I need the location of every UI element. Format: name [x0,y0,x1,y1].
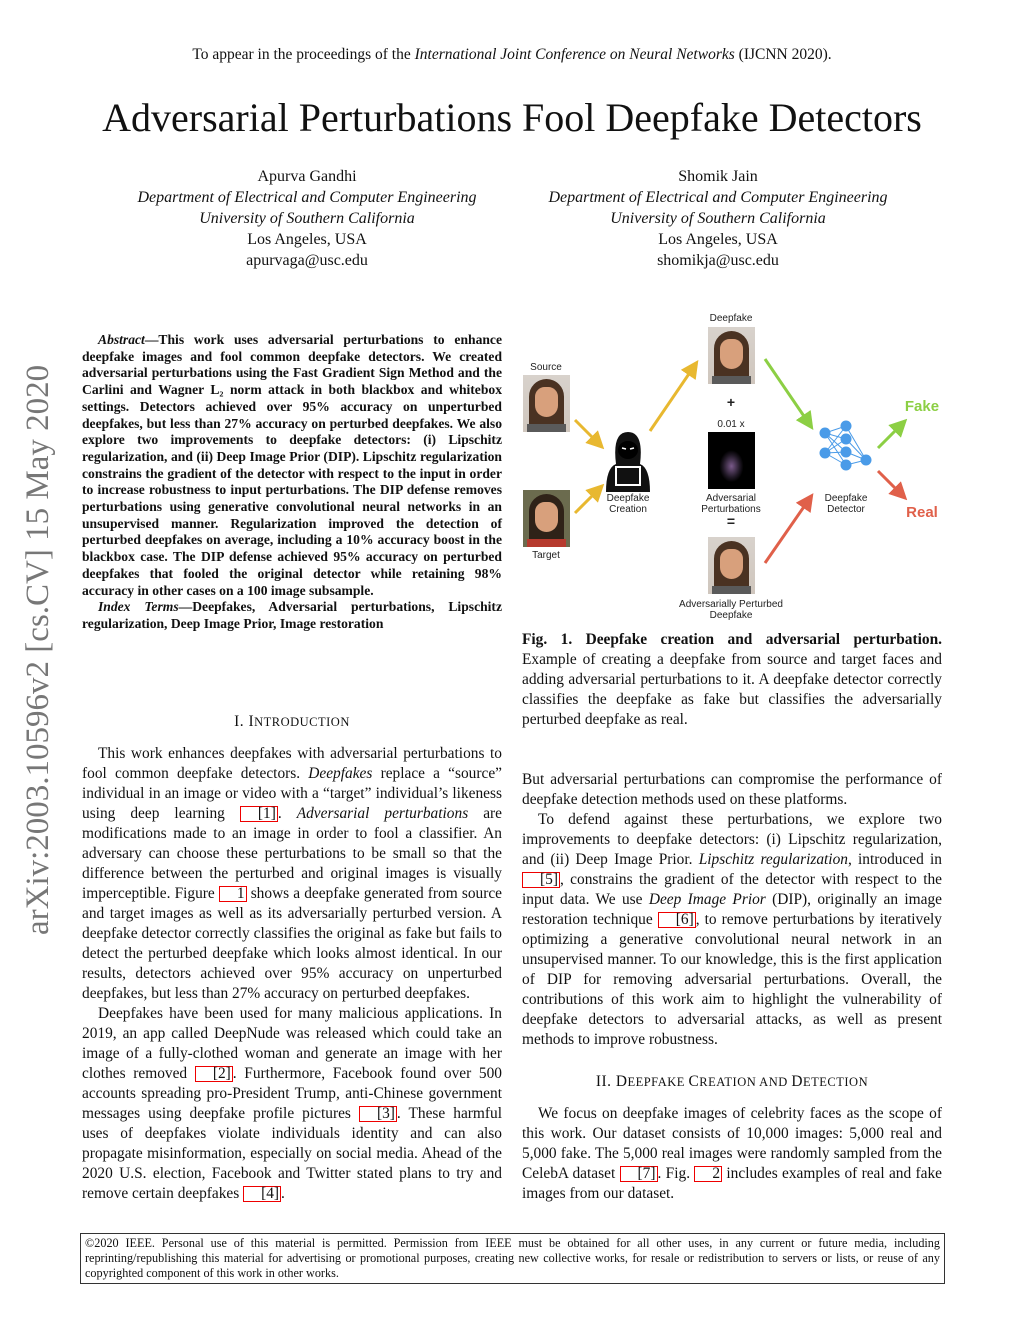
equals-sign: = [726,513,736,529]
scale-factor: 0.01 x [717,419,745,430]
text: , to remove perturbations by iteratively optimizing a generative convolutional neural network in an unsupervised manner. To our knowledge, this is the first application of DIP for removing adversarial perturbations. Overall, the contributions of this work aim to highlight the vulnerability of deepfake detectors to adversarial attacks, as well as present methods to improve robustness. [522,911,942,1048]
network-node [841,434,852,445]
deepfake-image [708,327,755,384]
label-line: Creation [609,504,647,515]
label-line: Detector [827,504,865,515]
perturbation-image [708,432,755,489]
citation-link[interactable]: 2 [694,1166,722,1182]
arrow-to-fake [878,423,903,448]
author-location: Los Angeles, USA [658,231,778,248]
caption-label: Fig. 1. [522,631,573,648]
paragraph [522,770,942,810]
citation-link[interactable]: [3] [359,1106,397,1122]
citation-link[interactable]: 1 [219,886,247,902]
network-node [841,447,852,458]
emphasis-text: Lipschitz regularization [698,851,848,868]
label-adversarial-perturbations [701,493,760,515]
section-title: C [688,1073,700,1090]
text: —This work uses adversarial perturbations to enhance deepfake images and fool common deepfake detectors. We created adversarial perturbations using the Fast Gradient Sign Method and the Carlini and Wagner L₂ norm attack in both blackbox and whitebox settings. Detectors achieved over 95% accuracy on unperturbed deepfakes, but less than 27% accuracy on perturbed deepfakes. We also explore two improvements to deepfake detectors: (i) Lipschitz regularization, and (ii) Deep Image Prior (DIP). Lipschitz regularization constrains the gradient of the detector with respect to the input in order to increase robustness to input perturbations. The DIP defense removes perturbations using generative convolutional neural networks in an unsupervised manner. Regularization improved the detection of perturbed deepfakes on average, including a 10% accuracy boost in the blackbox case. The DIP defense achieved 95% accuracy on perturbed deepfakes that fooled the original detector while retaining 98% accuracy in other cases on a 100 image subsample. [82,332,502,598]
arxiv-identifier: arXiv:2003.10596v2 [cs.CV] 15 May 2020 [20,364,56,935]
notice-text: (IJCNN 2020). [734,46,832,63]
arrow-perturbed-to-detector [765,498,810,563]
author-dept: Department of Electrical and Computer Engineering [548,189,888,206]
author-location: Los Angeles, USA [247,231,367,248]
label-fake: Fake [904,398,940,415]
label-deepfake: Deepfake [709,313,753,324]
hacker-icon [606,432,650,492]
text: . These harmful uses of deepfakes violate individuals identity and can also propagate misinformation, especially on social media. Ahead of the 2020 U.S. election, Facebook and Twitter stated plans to try and remove certain deepfakes [82,1105,502,1202]
label-line: Perturbations [701,504,761,515]
notice-text: To appear in the proceedings of the [192,46,415,63]
text: This work enhances deepfakes with adversarial perturbations to fool common deepfake detectors. [82,745,502,782]
author-email: apurvaga@usc.edu [246,252,368,269]
arrow-target-to-creation [575,488,600,513]
section-title: D [615,1073,628,1090]
emphasis-text: Adversarial perturbations [296,805,469,822]
network-node [820,448,831,459]
source-face-image [523,375,570,432]
text: , introduced in [847,851,942,868]
caption-title: Deepfake creation and adversarial perturbation. [572,631,942,648]
emphasis-text: Abstract [98,332,145,347]
author-name: Shomik Jain [678,168,758,185]
section-title: ETECTION [803,1075,869,1089]
abstract-text [82,332,502,599]
section-title: D [791,1073,804,1090]
network-node [861,455,872,466]
citation-link[interactable]: [5] [522,872,560,888]
text: But adversarial perturbations can compromise the performance of deepfake detection methods used on these platforms. [522,771,942,808]
label-perturbed-deepfake [679,599,783,621]
paragraph [82,1004,502,1204]
citation-link[interactable]: [1] [240,806,278,822]
emphasis-text: Index Terms [98,599,179,615]
text: includes examples of real and fake images from our dataset. [522,1165,943,1202]
arrow-to-real [878,471,903,496]
section-number: I. [234,713,249,730]
text: . [277,805,297,822]
section-title: NTRODUCTION [254,715,350,729]
venue-name: International Joint Conference on Neural Networks [414,46,735,63]
section-heading-deepfake-creation [522,1072,942,1092]
text: shows a deepfake generated from source and target images as well as its adversarially perturbed version. A deepfake detector correctly classifies the original as fake but fails to detect the perturbed deepfake which looks almost identical. In our results, detectors achieved over 95% accuracy on unperturbed deepfakes, but less than 27% accuracy on perturbed deepfakes. [82,885,502,1002]
citation-link[interactable]: [7] [620,1166,658,1182]
text: —Deepfakes, Adversarial perturbations, Lipschitz regularization, Deep Image Prior, Image restoration [82,599,502,631]
text: Deepfakes have been used for many malicious applications. In 2019, an app called DeepNude was released which could take an image of a fully-clothed woman and generate an image with her clothes removed [82,1005,502,1082]
conference-notice [0,46,1024,64]
text: . Fig. [657,1165,695,1182]
paragraph [522,810,942,1050]
emphasis-text: Deep Image Prior [648,891,766,908]
network-node [820,428,831,439]
paper-title: Adversarial Perturbations Fool Deepfake Detectors [102,95,922,140]
label-source: Source [530,362,562,373]
section-number: II. [595,1073,616,1090]
arrow-deepfake-to-detector [765,359,810,425]
figure-caption [522,630,942,730]
text: . Furthermore, Facebook found over 500 accounts spreading pro-President Trump, anti-Chinese government messages using deepfake profile pictures [82,1065,502,1122]
section-title: EEPFAKE [627,1075,689,1089]
text: . [281,1185,285,1202]
left-column [82,690,502,1204]
citation-link[interactable]: [6] [658,912,696,928]
label-line: Deepfake [709,610,753,621]
author-univ: University of Southern California [610,210,826,227]
label-line: Deepfake [606,493,650,504]
right-column [522,770,942,1204]
author-univ: University of Southern California [199,210,415,227]
author-block [97,166,517,271]
author-block [508,166,928,271]
label-line: Adversarially Perturbed [679,599,783,610]
text: (DIP), originally an image restoration technique [522,891,943,928]
label-line: Adversarial [705,493,757,504]
figure-1 [520,305,950,625]
index-terms [82,599,502,632]
paragraph [522,1104,942,1204]
arrow-creation-to-deepfake [650,365,695,431]
perturbed-deepfake-image [708,537,755,594]
section-title: I [248,713,255,730]
section-heading-introduction [82,712,502,732]
text: replace a “source” individual in an image or video with a “target” individual’s likeness using deep learning [82,765,502,822]
text: To defend against these perturbations, we explore two improvements to deepfake detectors: (i) Lipschitz regularization, and (ii) Deep Image Prior. [522,811,942,868]
abstract [82,332,502,633]
citation-link[interactable]: [2] [195,1066,233,1082]
neural-network-icon [820,421,872,471]
text: are modifications made to an image in order to fool a classifier. An adversary can choose these perturbations to be small so that the difference between the perturbed and original images is visually imperceptible. Figure [82,805,502,902]
target-face-image [523,490,570,547]
label-deepfake-creation [607,493,650,515]
emphasis-text: Deepfakes [308,765,373,782]
label-deepfake-detector [825,493,868,515]
caption-text: Example of creating a deepfake from source and target faces and adding adversarial perturbations to it. A deepfake detector correctly classifies the deepfake as fake but classifies the adversarially perturbed deepfake as real. [522,651,942,728]
paragraph [82,744,502,1004]
author-dept: Department of Electrical and Computer Engineering [137,189,477,206]
text: , constrains the gradient of the detector with respect to the input data. We use [522,871,942,908]
network-node [841,460,852,471]
arrow-source-to-creation [575,420,600,445]
author-name: Apurva Gandhi [257,168,357,185]
plus-sign: + [726,394,736,410]
author-email: shomikja@usc.edu [657,252,779,269]
copyright-notice: ©2020 IEEE. Personal use of this material is permitted. Permission from IEEE must be obtained for all other uses, in any current or future media, including reprinting/republishing this material for advertising or promotional purposes, creating new collective works, for resale or redistribution to servers or lists, or reuse of any copyrighted component of this work in other works. [80,1233,945,1284]
label-target: Target [532,550,560,561]
text: We focus on deepfake images of celebrity faces as the scope of this work. Our dataset consists of 10,000 images: 5,000 real and 5,000 fake. The 5,000 real images were randomly sampled from the CelebA dataset [522,1105,942,1182]
label-real: Real [906,504,938,521]
citation-link[interactable]: [4] [243,1186,281,1202]
label-line: Deepfake [824,493,868,504]
network-node [841,421,852,432]
section-title: REATION AND [699,1075,792,1089]
